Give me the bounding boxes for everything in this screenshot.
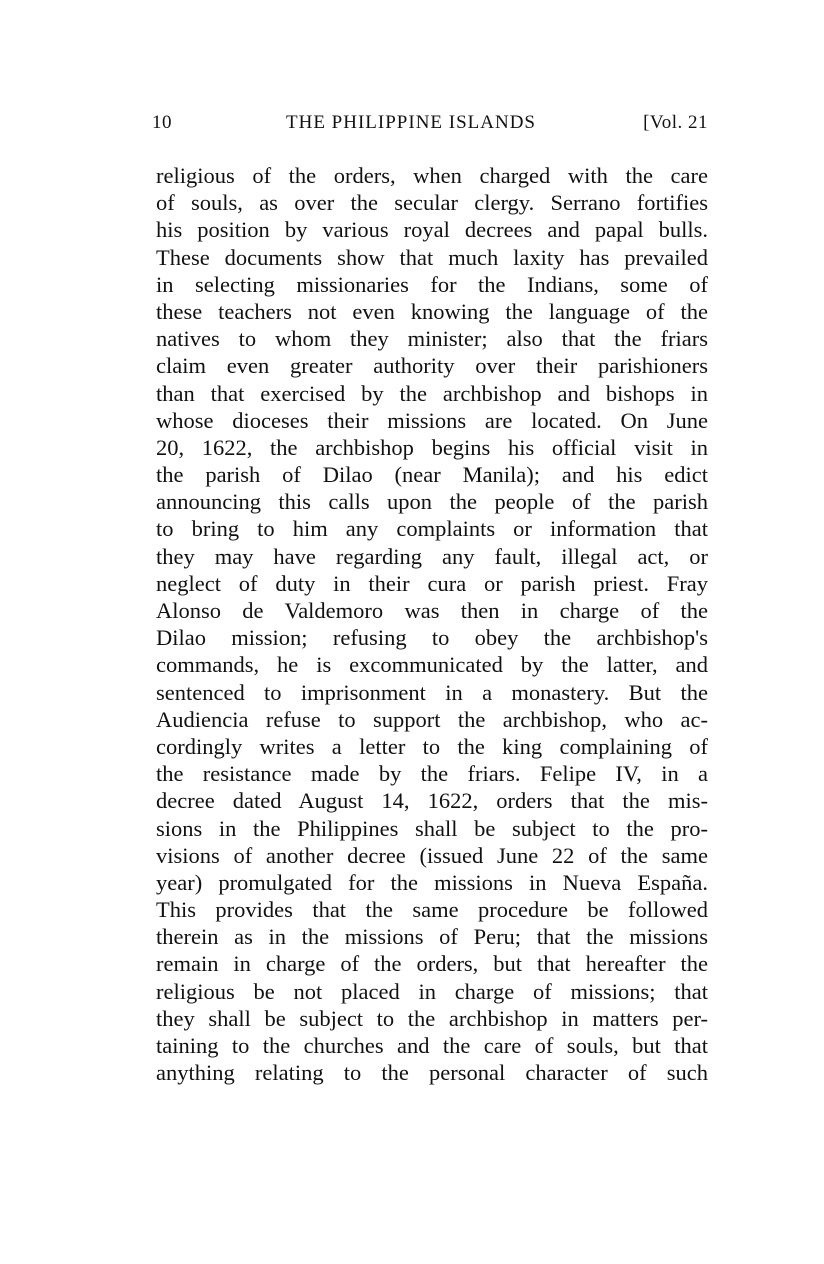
text-line: natives to whom they minister; also that the friars [156,326,708,352]
text-line: than that exercised by the archbishop and bishops in [156,380,708,406]
text-line: claim even greater authority over their parishioners [156,353,708,379]
text-line: to bring to him any complaints or information that [156,516,708,542]
text-line: announcing this calls upon the people of the parish [156,489,708,515]
text-line: cordingly writes a letter to the king complaining of [156,733,708,759]
text-line: in selecting missionaries for the Indians, some of [156,271,708,297]
text-line: Dilao mission; refusing to obey the archbishop's [156,625,708,651]
text-line: the parish of Dilao (near Manila); and his edict [156,462,708,488]
text-line: they may have regarding any fault, illegal act, or [156,543,708,569]
text-line: commands, he is excommunicated by the latter, and [156,652,708,678]
text-line: Audiencia refuse to support the archbishop, who ac- [156,706,708,732]
text-line: neglect of duty in their cura or parish priest. Fray [156,570,708,596]
text-line: therein as in the missions of Peru; that the missions [156,924,708,950]
volume-label: [Vol. 21 [643,112,708,133]
text-line: taining to the churches and the care of souls, but that [156,1033,708,1058]
text-line: religious be not placed in charge of missions; that [156,978,708,1004]
text-line: remain in charge of the orders, but that hereafter the [156,951,708,977]
page-number: 10 [152,112,172,133]
text-line: visions of another decree (issued June 22 of the same [156,842,708,868]
text-line: they shall be subject to the archbishop in matters per- [156,1005,708,1031]
text-line: religious of the orders, when charged with the care [156,163,708,188]
text-line: This provides that the same procedure be followed [156,897,708,923]
text-line: These documents show that much laxity has prevailed [156,244,708,270]
running-title: THE PHILIPPINE ISLANDS [286,112,536,133]
text-line: his position by various royal decrees and papal bulls. [156,217,708,243]
text-line: whose dioceses their missions are located. On June [156,407,708,433]
text-line: Alonso de Valdemoro was then in charge of the [156,598,708,623]
text-line: of souls, as over the secular clergy. Serrano fortifies [156,190,708,216]
text-line: decree dated August 14, 1622, orders that the mis- [156,788,708,814]
text-line: sions in the Philippines shall be subject to the pro- [156,815,708,841]
text-line: anything relating to the personal character of such [156,1060,708,1086]
text-line: sentenced to imprisonment in a monastery. But the [156,679,708,705]
page-header [152,112,708,146]
body-text [156,162,708,1086]
text-line: year) promulgated for the missions in Nueva España. [156,869,708,895]
text-line: these teachers not even knowing the language of the [156,298,708,324]
text-line: the resistance made by the friars. Felipe IV, in a [156,761,708,787]
text-line: 20, 1622, the archbishop begins his official visit in [156,434,708,460]
